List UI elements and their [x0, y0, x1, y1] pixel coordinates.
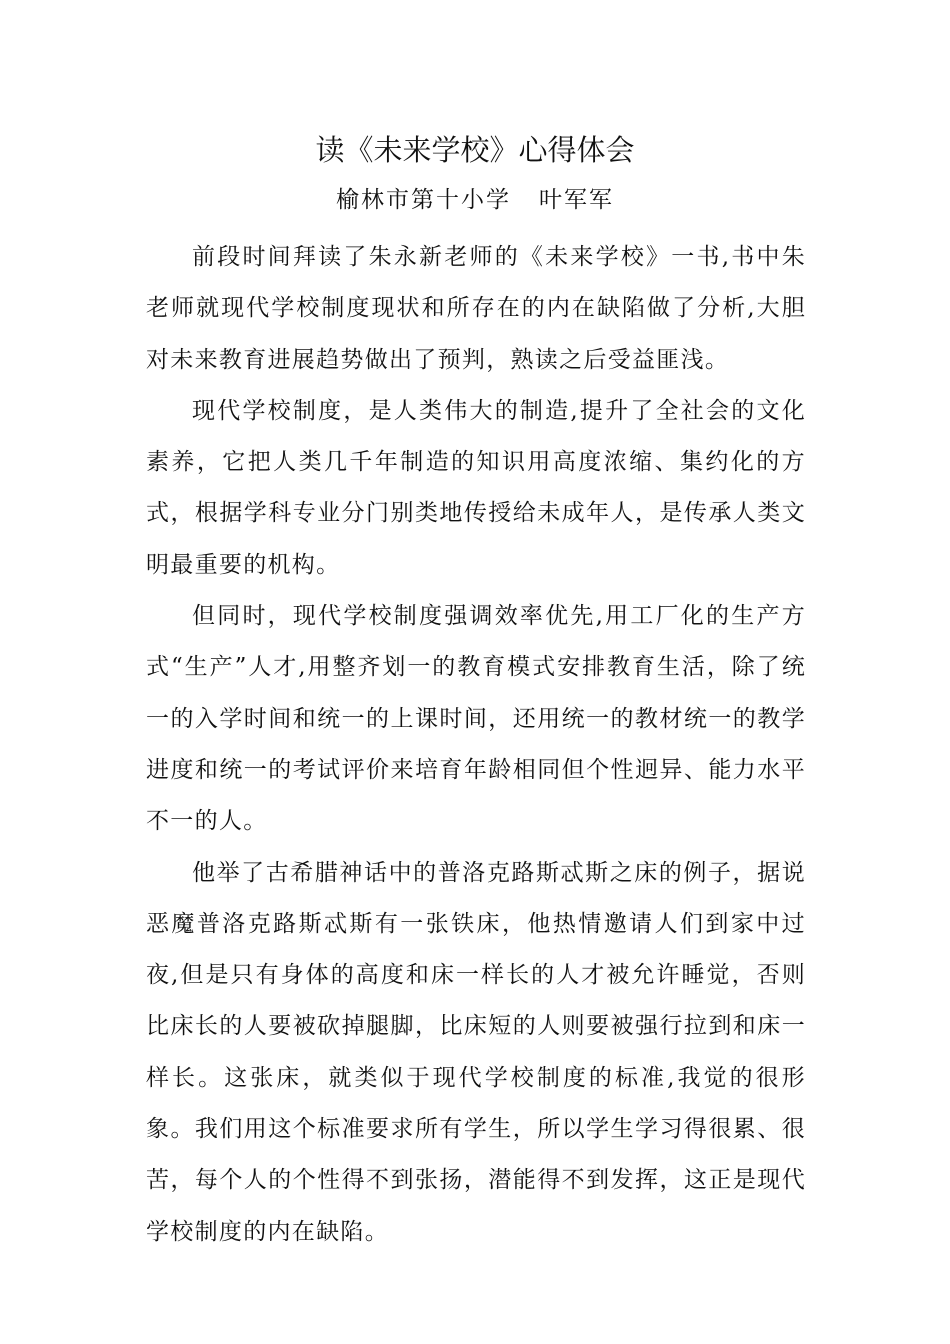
document-title: 读《未来学校》心得体会 — [315, 133, 635, 167]
paragraph: 前段时间拜读了朱永新老师的《未来学校》一书,书中朱老师就现代学校制度现状和所存在的内在缺陷做了分析,大胆对未来教育进展趋势做出了预判，熟读之后受益匪浅。 — [146, 244, 806, 373]
document-body — [146, 232, 806, 1258]
author-byline: 榆林市第十小学 叶军军 — [336, 187, 614, 213]
paragraph: 现代学校制度，是人类伟大的制造,提升了全社会的文化素养，它把人类几千年制造的知识用高度浓缩、集约化的方式，根据学科专业分门别类地传授给未成年人，是传承人类文明最重要的机构。 — [146, 397, 806, 578]
paragraph: 他举了古希腊神话中的普洛克路斯忒斯之床的例子，据说恶魔普洛克路斯忒斯有一张铁床，他热情邀请人们到家中过夜,但是只有身体的高度和床一样长的人才被允许睡觉，否则比床长的人要被砍掉腿脚，比床短的人则要被强行拉到和床一样长。这张床，就类似于现代学校制度的标准,我觉的很形象。我们用这个标准要求所有学生，所以学生学习得很累、很苦，每个人的个性得不到张扬，潜能得不到发挥，这正是现代学校制度的内在缺陷。 — [146, 859, 806, 1245]
paragraph: 但同时，现代学校制度强调效率优先,用工厂化的生产方式“生产”人才,用整齐划一的教育模式安排教育生活，除了统一的入学时间和统一的上课时间，还用统一的教材统一的教学进度和统一的考试评价来培育年龄相同但个性迥异、能力水平不一的人。 — [146, 603, 806, 835]
